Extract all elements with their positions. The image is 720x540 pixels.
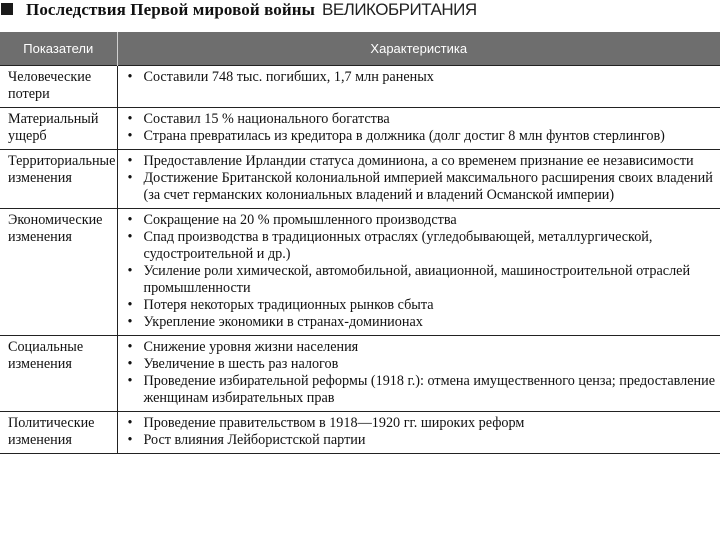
table-row — [0, 150, 720, 209]
list-item — [124, 212, 717, 229]
list-item — [124, 128, 717, 145]
table-row — [0, 66, 720, 108]
list-item — [124, 415, 717, 432]
row-label: Экономические изменения — [0, 209, 117, 336]
table-row — [0, 336, 720, 412]
list-item — [124, 153, 717, 170]
bullet-icon: • — [127, 212, 133, 228]
bullet-icon: • — [127, 263, 133, 279]
row-label: Политические изменения — [0, 412, 117, 454]
bullet-icon: • — [127, 356, 133, 372]
list-item — [124, 229, 717, 263]
row-label: Социальные изменения — [0, 336, 117, 412]
list-item-text: Проведение правительством в 1918—1920 гг. широких реформ — [143, 415, 525, 431]
row-label: Территориальные изменения — [0, 150, 117, 209]
bullet-icon: • — [127, 128, 133, 144]
list-item — [124, 69, 717, 86]
list-item-text: Усиление роли химической, автомобильной, авиационной, машиностроительной отраслей промышленности — [143, 263, 691, 296]
table-row — [0, 209, 720, 336]
row-label: Материальный ущерб — [0, 108, 117, 150]
table-body — [0, 66, 720, 454]
page-title: Последствия Первой мировой войны — [26, 0, 316, 19]
consequences-table — [0, 32, 720, 454]
list-item-text: Достижение Британской колониальной империей максимального расширения своих владений (за счет германских колониальных владений и владений Османской империи) — [143, 170, 713, 203]
table-header-row — [0, 32, 720, 66]
column-header-indicators: Показатели — [0, 32, 117, 66]
consequences-table-container — [0, 32, 720, 540]
list-item — [124, 356, 717, 373]
list-item-text: Страна превратилась из кредитора в должника (долг достиг 8 млн фунтов стерлингов) — [143, 128, 665, 144]
list-item-text: Сокращение на 20 % промышленного производства — [143, 212, 457, 228]
list-item-text: Спад производства в традиционных отраслях (угледобывающей, металлургической, судостроительной и др.) — [143, 229, 653, 262]
bullet-icon: • — [127, 153, 133, 169]
bullet-icon: • — [127, 314, 133, 330]
row-characteristics — [117, 412, 720, 454]
characteristics-list — [124, 111, 717, 145]
bullet-icon: • — [127, 111, 133, 127]
row-characteristics — [117, 336, 720, 412]
list-item — [124, 432, 717, 449]
characteristics-list — [124, 212, 717, 331]
list-item — [124, 339, 717, 356]
characteristics-list — [124, 69, 717, 86]
bullet-icon: • — [127, 339, 133, 355]
bullet-icon: • — [127, 432, 133, 448]
bullet-icon: • — [127, 297, 133, 313]
list-item-text: Предоставление Ирландии статуса доминиона, а со временем признание ее независимости — [143, 153, 694, 169]
bullet-icon: • — [127, 170, 133, 186]
list-item — [124, 373, 717, 407]
characteristics-list — [124, 415, 717, 449]
row-characteristics — [117, 150, 720, 209]
row-label: Человеческие потери — [0, 66, 117, 108]
row-characteristics — [117, 209, 720, 336]
list-item-text: Составил 15 % национального богатства — [143, 111, 390, 127]
list-item-text: Составили 748 тыс. погибших, 1,7 млн раненых — [143, 69, 434, 85]
list-item — [124, 170, 717, 204]
list-item — [124, 297, 717, 314]
list-item — [124, 314, 717, 331]
list-item-text: Потеря некоторых традиционных рынков сбыта — [143, 297, 434, 313]
table-row — [0, 108, 720, 150]
list-item-text: Рост влияния Лейбористской партии — [143, 432, 366, 448]
bullet-icon: • — [127, 229, 133, 245]
bullet-icon: • — [127, 69, 133, 85]
list-item-text: Укрепление экономики в странах-доминионах — [143, 314, 423, 330]
title-row — [0, 0, 720, 24]
list-item — [124, 111, 717, 128]
row-characteristics — [117, 66, 720, 108]
bullet-icon: • — [127, 415, 133, 431]
list-item-text: Проведение избирательной реформы (1918 г.): отмена имущественного ценза; предоставление женщинам избирательных прав — [143, 373, 716, 406]
row-characteristics — [117, 108, 720, 150]
country-title: ВЕЛИКОБРИТАНИЯ — [322, 0, 477, 19]
list-item-text: Снижение уровня жизни населения — [143, 339, 359, 355]
characteristics-list — [124, 153, 717, 204]
list-item — [124, 263, 717, 297]
bullet-square-icon — [1, 3, 13, 15]
characteristics-list — [124, 339, 717, 407]
column-header-characteristics: Характеристика — [117, 32, 720, 66]
bullet-icon: • — [127, 373, 133, 389]
list-item-text: Увеличение в шесть раз налогов — [143, 356, 339, 372]
table-row — [0, 412, 720, 454]
